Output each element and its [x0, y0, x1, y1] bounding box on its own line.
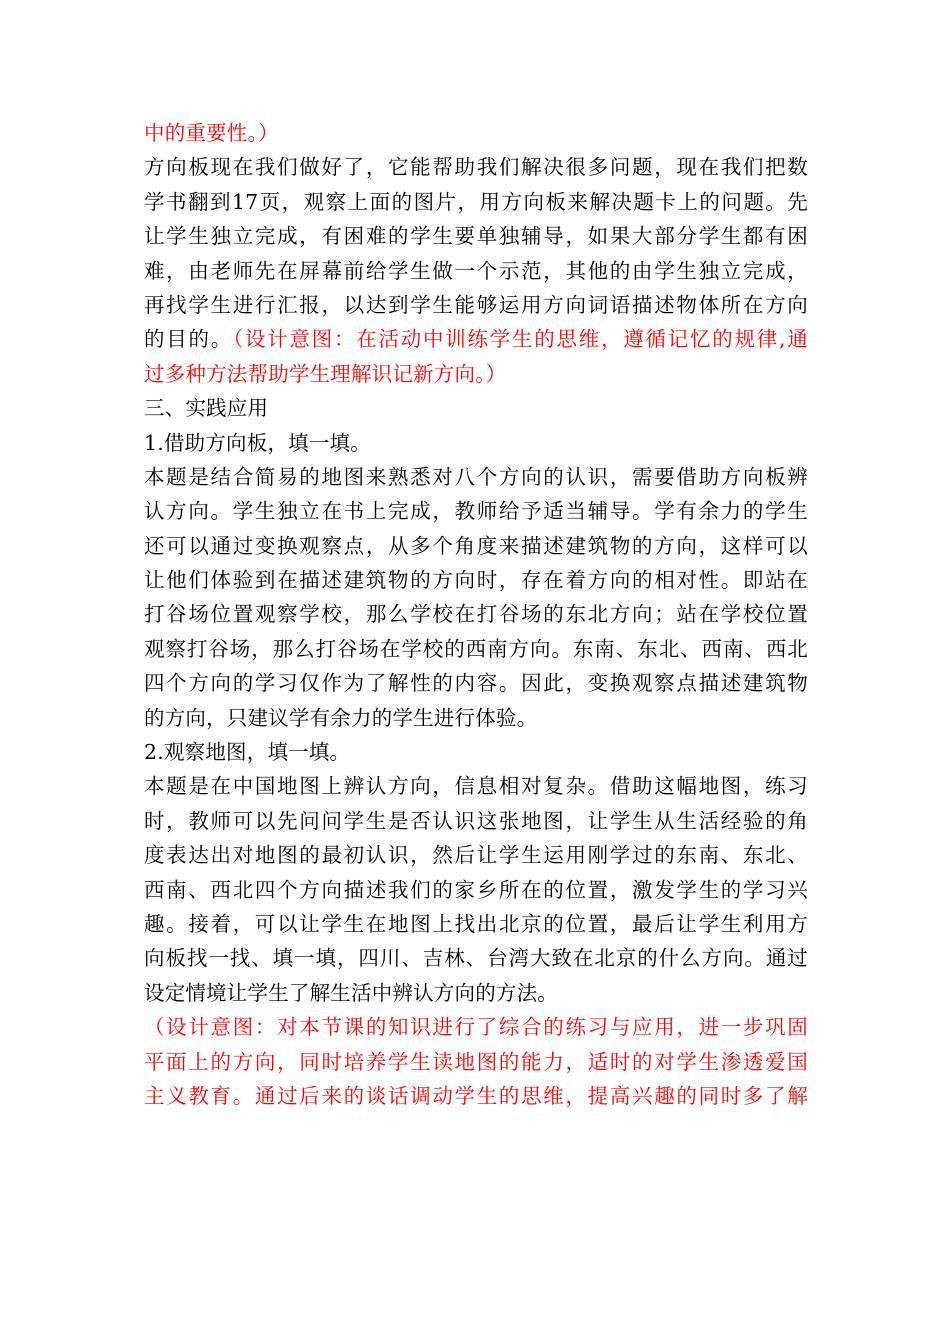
text-line: 让学生独立完成，有困难的学生要单独辅导，如果大部分学生都有困	[144, 224, 808, 249]
text-line: 西南、西北四个方向描述我们的家乡所在的位置，激发学生的学习兴	[144, 877, 808, 902]
text-line: 方向板现在我们做好了，它能帮助我们解决很多问题，现在我们把数	[144, 155, 808, 180]
design-intent-text: （设计意图：在活动中训练学生的思维，遵循记忆的规律,通	[233, 327, 808, 352]
text-line: 趣。接着，可以让学生在地图上找出北京的位置，最后让学生利用方	[144, 911, 808, 936]
text-line: 观察打谷场，那么打谷场在学校的西南方向。东南、东北、西南、西北	[144, 636, 808, 661]
text-line: 设定情境让学生了解生活中辨认方向的方法。	[144, 980, 558, 1005]
text-line: 学书翻到17页，观察上面的图片，用方向板来解决题卡上的问题。先	[144, 189, 808, 214]
text-line: 本题是在中国地图上辨认方向，信息相对复杂。借助这幅地图，练习	[144, 774, 808, 799]
exercise-heading: 1.借助方向板，填一填。	[144, 430, 371, 455]
text-line: 难，由老师先在屏幕前给学生做一个示范，其他的由学生独立完成，	[144, 258, 808, 283]
text-line: 的方向，只建议学有余力的学生进行体验。	[144, 705, 538, 730]
design-intent-text: 主义教育。通过后来的谈话调动学生的思维，提高兴趣的同时多了解	[144, 1083, 808, 1108]
exercise-heading: 2.观察地图，填一填。	[144, 740, 351, 765]
text-line: 度表达出对地图的最初认识，然后让学生运用刚学过的东南、东北、	[144, 843, 808, 868]
design-intent-text: 过多种方法帮助学生理解识记新方向。）	[144, 361, 507, 386]
text-line: 中的重要性。）	[144, 121, 279, 145]
text-line: 认方向。学生独立在书上完成，教师给予适当辅导。学有余力的学生	[144, 499, 808, 524]
design-intent-text: （设计意图：对本节课的知识进行了综合的练习与应用，进一步巩固	[144, 1015, 808, 1040]
section-heading: 三、实践应用	[144, 396, 269, 421]
text-line: 向板找一找、填一填，四川、吉林、台湾大致在北京的什么方向。通过	[144, 946, 808, 971]
text-line	[144, 322, 808, 356]
text-line: 再找学生进行汇报，以达到学生能够运用方向词语描述物体所在方向	[144, 292, 808, 317]
text-line: 时，教师可以先问问学生是否认识这张地图，让学生从生活经验的角	[144, 808, 808, 833]
design-intent-text: 平面上的方向，同时培养学生读地图的能力，适时的对学生渗透爱国	[144, 1049, 808, 1074]
text-line: 打谷场位置观察学校，那么学校在打谷场的东北方向；站在学校位置	[144, 602, 808, 627]
text-segment: 的目的。	[144, 327, 234, 352]
document-body	[144, 116, 808, 1113]
text-line: 让他们体验到在描述建筑物的方向时，存在着方向的相对性。即站在	[144, 568, 808, 593]
text-line: 还可以通过变换观察点，从多个角度来描述建筑物的方向，这样可以	[144, 533, 808, 558]
text-line: 四个方向的学习仅作为了解性的内容。因此，变换观察点描述建筑物	[144, 671, 808, 696]
text-line: 本题是结合简易的地图来熟悉对八个方向的认识，需要借助方向板辨	[144, 464, 808, 489]
